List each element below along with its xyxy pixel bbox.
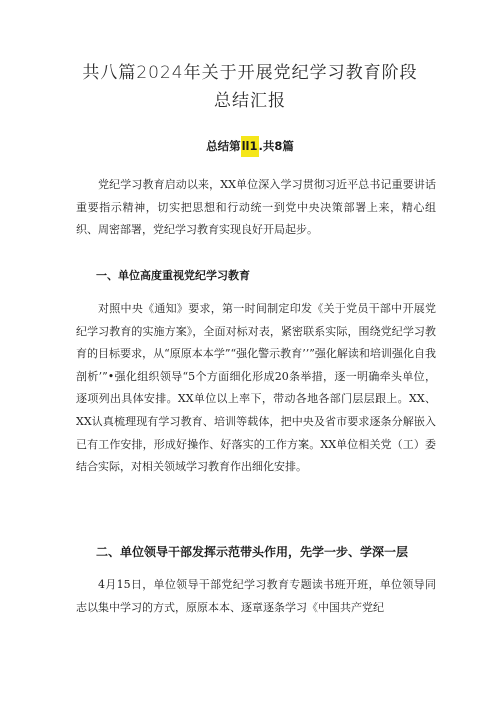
subtitle-prefix: 总结第 [206, 139, 241, 153]
section2-paragraph: 4月15日，单位领导干部党纪学习教育专题读书班开班，单位领导同志以集中学习的方式，原原本本、逐章逐条学习《中国共产党纪 [76, 578, 436, 614]
section1-heading: 一、单位高度重视党纪学习教育 [96, 269, 250, 282]
intro-paragraph: 党纪学习教育启动以来，XX单位深入学习贯彻习近平总书记重要讲话重要指示精神，切实把思想和行动统一到党中央决策部署上来，精心组织、周密部署，党纪学习教育实现良好开局起步。 [76, 178, 436, 237]
section1-paragraph: 对照中央《通知》要求，第一时间制定印发《关于党员干部中开展党纪学习教育的实施方案》，全面对标对表，紧密联系实际，围绕党纪学习教育的目标要求，从“原原本本学”“强化警示教育’’”强化解读和培训强化自我剖析’”•强化组织领导“5个方面细化形成20条举措，逐一明确牵头单位，逐项列出具体安排。XX单位以上率下，带动各地各部门层层跟上。XX、XX认真梳理现有学习教育、培训等载体，把中央及省市要求逐条分解嵌入已有工作安排，形成好操作、好落实的工作方案。XX单位相关党（工）委结合实际，对相关领域学习教育作出细化安排。 [76, 302, 436, 474]
document-subtitle [0, 138, 500, 154]
subtitle-highlight: ll1 [241, 136, 259, 157]
subtitle-suffix: .共8篇 [258, 139, 294, 153]
document-title-line1: 共八篇2024年关于开展党纪学习教育阶段 [82, 63, 418, 83]
document-title-line2: 总结汇报 [214, 91, 286, 111]
section2-heading: 二、单位领导干部发挥示范带头作用，先学一步、学深一层 [96, 545, 409, 559]
